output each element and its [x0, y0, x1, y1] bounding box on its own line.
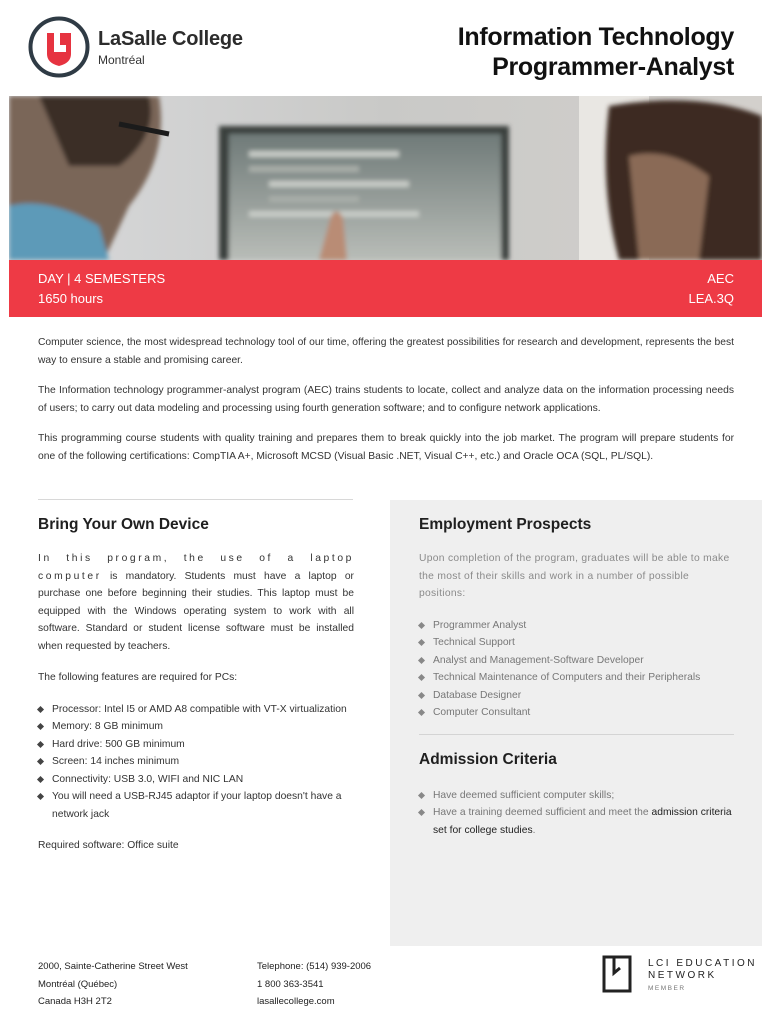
website-link[interactable]: lasallecollege.com	[257, 996, 335, 1007]
divider	[38, 499, 353, 500]
diamond-bullet-icon	[418, 639, 425, 646]
diamond-bullet-icon	[418, 621, 425, 628]
byod-section	[38, 516, 354, 855]
list-item: Programmer Analyst	[419, 617, 735, 635]
intro-text	[38, 334, 734, 478]
list-item: Analyst and Management-Software Developer	[419, 652, 735, 670]
list-item: Memory: 8 GB minimum	[38, 718, 354, 736]
toll-free: 1 800 363-3541	[257, 978, 324, 990]
byod-paragraph-rest: is mandatory. Students must have a laptop or purchase one before beginning their studies. This laptop must be equipped with the Windows operating system to work with all software. Standard or student license software must be installed when requested by teachers.	[38, 570, 354, 652]
list-item: Have a training deemed sufficient and meet the admission criteria set for college studies.	[419, 804, 735, 839]
lasalle-logo-icon	[28, 16, 90, 78]
document-title	[458, 22, 734, 82]
diploma-label: AEC	[707, 271, 734, 286]
list-item: Computer Consultant	[419, 704, 735, 722]
telephone: Telephone: (514) 939-2006	[257, 961, 372, 972]
brand-name: LaSalle College	[98, 28, 243, 50]
lci-line-3: MEMBER	[648, 985, 686, 992]
diamond-bullet-icon	[418, 674, 425, 681]
diamond-bullet-icon	[37, 793, 44, 800]
list-item: Technical Support	[419, 634, 735, 652]
schedule-label: DAY | 4 SEMESTERS	[38, 271, 166, 286]
lci-line-2: NETWORK	[648, 970, 717, 981]
diamond-bullet-icon	[418, 709, 425, 716]
address-line: 2000, Sainte-Catherine Street West	[38, 961, 188, 972]
required-software: Required software: Office suite	[38, 840, 179, 851]
diamond-bullet-icon	[37, 705, 44, 712]
address-line: Montréal (Québec)	[38, 978, 118, 990]
hours-label: 1650 hours	[38, 291, 104, 306]
brand-block	[98, 28, 243, 67]
list-item: Screen: 14 inches minimum	[38, 753, 354, 771]
byod-paragraph	[38, 550, 354, 655]
list-item: Technical Maintenance of Computers and their Peripherals	[419, 669, 735, 687]
list-item: Connectivity: USB 3.0, WIFI and NIC LAN	[38, 771, 354, 789]
list-item: You will need a USB-RJ45 adaptor if your laptop doesn't have a network jack	[38, 788, 354, 823]
divider	[419, 734, 734, 735]
list-item: Hard drive: 500 GB minimum	[38, 736, 354, 754]
header	[0, 0, 768, 96]
title-line-2: Programmer-Analyst	[492, 53, 734, 81]
intro-paragraph: The Information technology programmer-analyst program (AEC) trains students to locate, collect and analyze data on the information processing needs of users; to carry out data modeling and processing using fourth generation software; and to configure network applications.	[38, 385, 734, 414]
diamond-bullet-icon	[37, 775, 44, 782]
lci-line-1: LCI EDUCATION	[648, 958, 757, 969]
features-intro: The following features are required for PCs:	[38, 672, 238, 683]
byod-heading: Bring Your Own Device	[38, 516, 209, 533]
admission-list	[419, 787, 735, 840]
employment-intro: Upon completion of the program, graduates will be able to make the most of their skills and work in a number of possible positions:	[419, 553, 730, 599]
list-item: Processor: Intel I5 or AMD A8 compatible with VT-X virtualization	[38, 701, 354, 719]
program-code: LEA.3Q	[688, 291, 734, 306]
intro-paragraph: Computer science, the most widespread technology tool of our time, offering the greatest possibilities for research and development, represents the best way to ensure a stable and promising career.	[38, 337, 734, 366]
diamond-bullet-icon	[418, 656, 425, 663]
hero-image	[9, 96, 762, 260]
employment-heading: Employment Prospects	[419, 516, 592, 533]
list-item: Have deemed sufficient computer skills;	[419, 787, 735, 805]
title-line-1: Information Technology	[457, 23, 734, 51]
admission-criteria-link[interactable]: admission criteria set for college studies	[433, 807, 732, 836]
lci-network-icon	[602, 955, 632, 993]
program-info-band	[9, 260, 762, 317]
lci-text	[648, 958, 757, 995]
band-right	[688, 269, 734, 309]
diamond-bullet-icon	[37, 740, 44, 747]
diamond-bullet-icon	[418, 691, 425, 698]
diamond-bullet-icon	[418, 809, 425, 816]
band-left	[38, 269, 165, 309]
footer-contact	[257, 958, 371, 1011]
employment-list	[419, 617, 735, 722]
intro-paragraph: This programming course students with quality training and prepares them to break quickly into the job market. The program will prepare students for one of the following certifications: CompTIA A+, Microsoft MCSD (Visual Basic .NET, Visual C++, etc.) and Oracle OCA (SQL, PL/SQL).	[38, 433, 734, 462]
list-item: Database Designer	[419, 687, 735, 705]
diamond-bullet-icon	[418, 791, 425, 798]
diamond-bullet-icon	[37, 723, 44, 730]
brand-city: Montréal	[98, 53, 145, 67]
footer-address	[38, 958, 188, 1011]
right-column	[419, 516, 735, 839]
byod-paragraph-lead: In this program, the use of a laptop computer	[38, 553, 354, 582]
address-line: Canada H3H 2T2	[38, 996, 112, 1007]
features-list	[38, 701, 354, 824]
admission-heading: Admission Criteria	[419, 750, 557, 768]
diamond-bullet-icon	[37, 758, 44, 765]
